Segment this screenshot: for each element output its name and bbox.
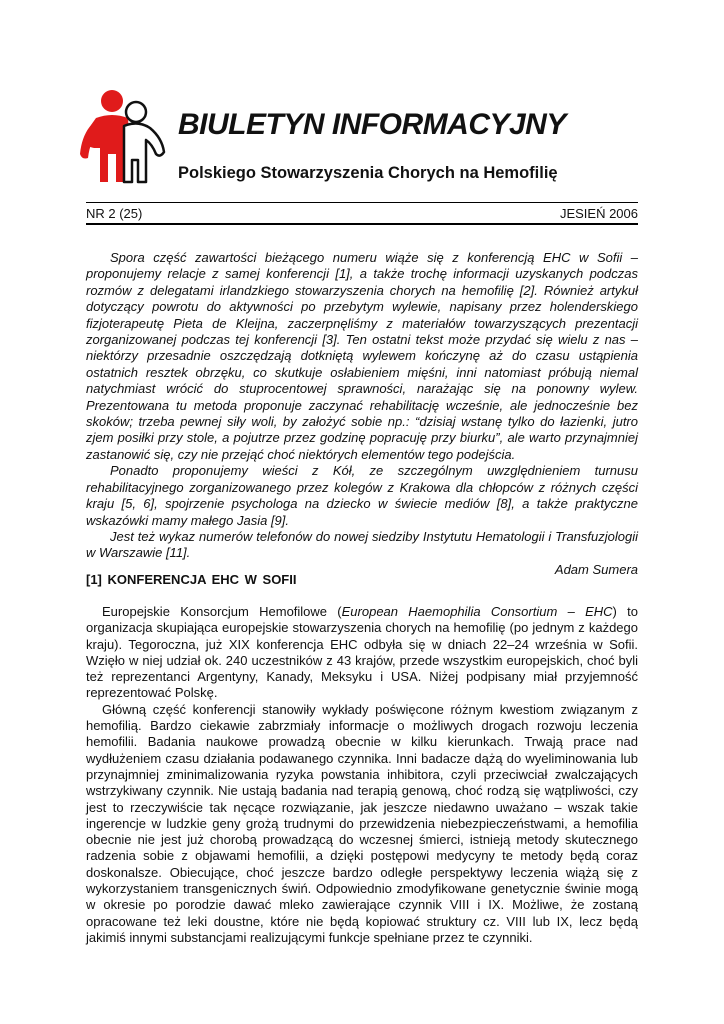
bulletin-subtitle: Polskiego Stowarzyszenia Chorych na Hemofilię — [178, 164, 558, 182]
logo-white-head — [126, 102, 146, 122]
article-body — [86, 604, 638, 946]
p1-organization-name: European Haemophilia Consortium – EHC — [341, 604, 613, 619]
intro-paragraph: Spora część zawartości bieżącego numeru wiąże się z konferencją EHC w Sofii – proponujemy relacje z samej konferencji [1], a także trochę informacji uzyskanych podczas rozmów z delegatami irlandzkiego stowarzyszenia chorych na hemofilię [2]. Również artykuł dotyczący powrotu do aktywności po przebytym wylewie, napisany przez holenderskiego fizjoterapeutę Pieta de Kleijna, zaczerpnęliśmy z materiałów towarzyszących prezentacji zorganizowanej podczas tej konferencji [3]. Ten ostatni tekst może przydać się wielu z nas – niektórzy przesadnie oszczędzają dotkniętą wylewem kończynę aż do czasu ustąpienia ostatnich resztek obrzęku, co skutkuje osłabieniem mięśni, inni natomiast próbują niemal natychmiast wrócić do stuprocentowej sprawności, narażając się na ponowny wylew. Prezentowana tu metoda proponuje zaczynać rehabilitację wcześnie, ale jednocześnie bez skoków; trzeba pewnej siły woli, by założyć sobie np.: “dzisiaj wstanę tylko do łazienki, jutro zjem posiłki przy stole, a pojutrze przez godzinę popracuję przy biurku”, ale warto przynajmniej zastanowić się, czy nie przejąć choć niektórych elementów tego podejścia. — [86, 250, 638, 462]
hemophilia-society-logo — [78, 88, 168, 184]
bulletin-title: BIULETYN INFORMACYJNY — [178, 108, 566, 141]
intro-paragraph: Jest też wykaz numerów telefonów do nowej siedziby Instytutu Hematologii i Transfuzjologii w Warszawie [11]. — [86, 528, 638, 561]
editorial-intro — [86, 250, 638, 578]
article-paragraph — [86, 604, 638, 702]
logo-red-head — [101, 90, 123, 112]
p1-lead: Europejskie Konsorcjum Hemofilowe ( — [102, 604, 342, 619]
intro-author: Adam Sumera — [554, 561, 638, 577]
intro-paragraph: Ponadto proponujemy wieści z Kół, ze szczególnym uwzględnieniem turnusu rehabilitacyjnego zorganizowanego przez kolegów z Krakowa dla chłopców z różnych części kraju [5, 6], spojrzenie psychologa na dziecko w świecie mediów [8], a także praktyczne wskazówki mamy małego Jasia [9]. — [86, 463, 638, 528]
article-paragraph: Główną część konferencji stanowiły wykłady poświęcone różnym kwestiom związanym z hemofilią. Bardzo ciekawie zabrzmiały informacje o możliwych drogach rozwoju leczenia hemofilii. Badania naukowe prowadzą obecnie w kilku kierunkach. Trwają prace nad wydłużeniem czasu działania podawanego czynnika. Inni badacze dążą do wyeliminowania lub przynajmniej zminimalizowania ryzyka powstania inhibitora, czyli przeciwciał zwalczających wstrzykiwany czynnik. Nie ustają badania nad terapią genową, choć rodzą się wątpliwości, czy jest to rzeczywiście tak nęcące rozwiązanie, jak jeszcze niedawno uważano – wszak takie ingerencje w ludzkie geny grożą trudnymi do przewidzenia niebezpieczeństwami, a hemofilia obecnie nie jest już chorobą prowadzącą do wczesnej śmierci, istnieją metody skutecznego radzenia sobie z objawami hemofilii, a dzięki postępowi medycyny te metody będą coraz doskonalsze. Obiecujące, choć jeszcze bardzo odległe perspektywy leczenia wiążą się z wykorzystaniem transgenicznych świń. Odpowiednio zmodyfikowane genetycznie świnie mogą w okresie po porodzie dawać mleko zawierające czynnik VIII i IX. Możliwe, że zostaną opracowane też leki doustne, które nie będą kopiować struktury cz. VIII lub IX, lecz będą jakimiś innymi substancjami realizującymi funkcje spełniane przez te czynniki. — [86, 701, 638, 945]
issue-number: NR 2 (25) — [86, 206, 143, 221]
logo-white-body — [124, 123, 164, 182]
issue-bar — [86, 202, 638, 225]
section-title: [1] KONFERENCJA EHC W SOFII — [86, 572, 297, 587]
issue-season: JESIEŃ 2006 — [559, 206, 638, 221]
p1-rest: ) to organizacja skupiająca europejskie stowarzyszenia chorych na hemofilię (po jednym z każdego kraju). Tegoroczna, już XIX konferencja EHC odbyła się w dniach 22–24 września w Sofii. Wzięło w niej udział ok. 240 uczestników z 43 krajów, przede wszystkim europejskich, choć byli też reprezentanci Argentyny, Kanady, Meksyku i USA. Niżej podpisany miał przyjemność reprezentować Polskę. — [86, 604, 638, 701]
